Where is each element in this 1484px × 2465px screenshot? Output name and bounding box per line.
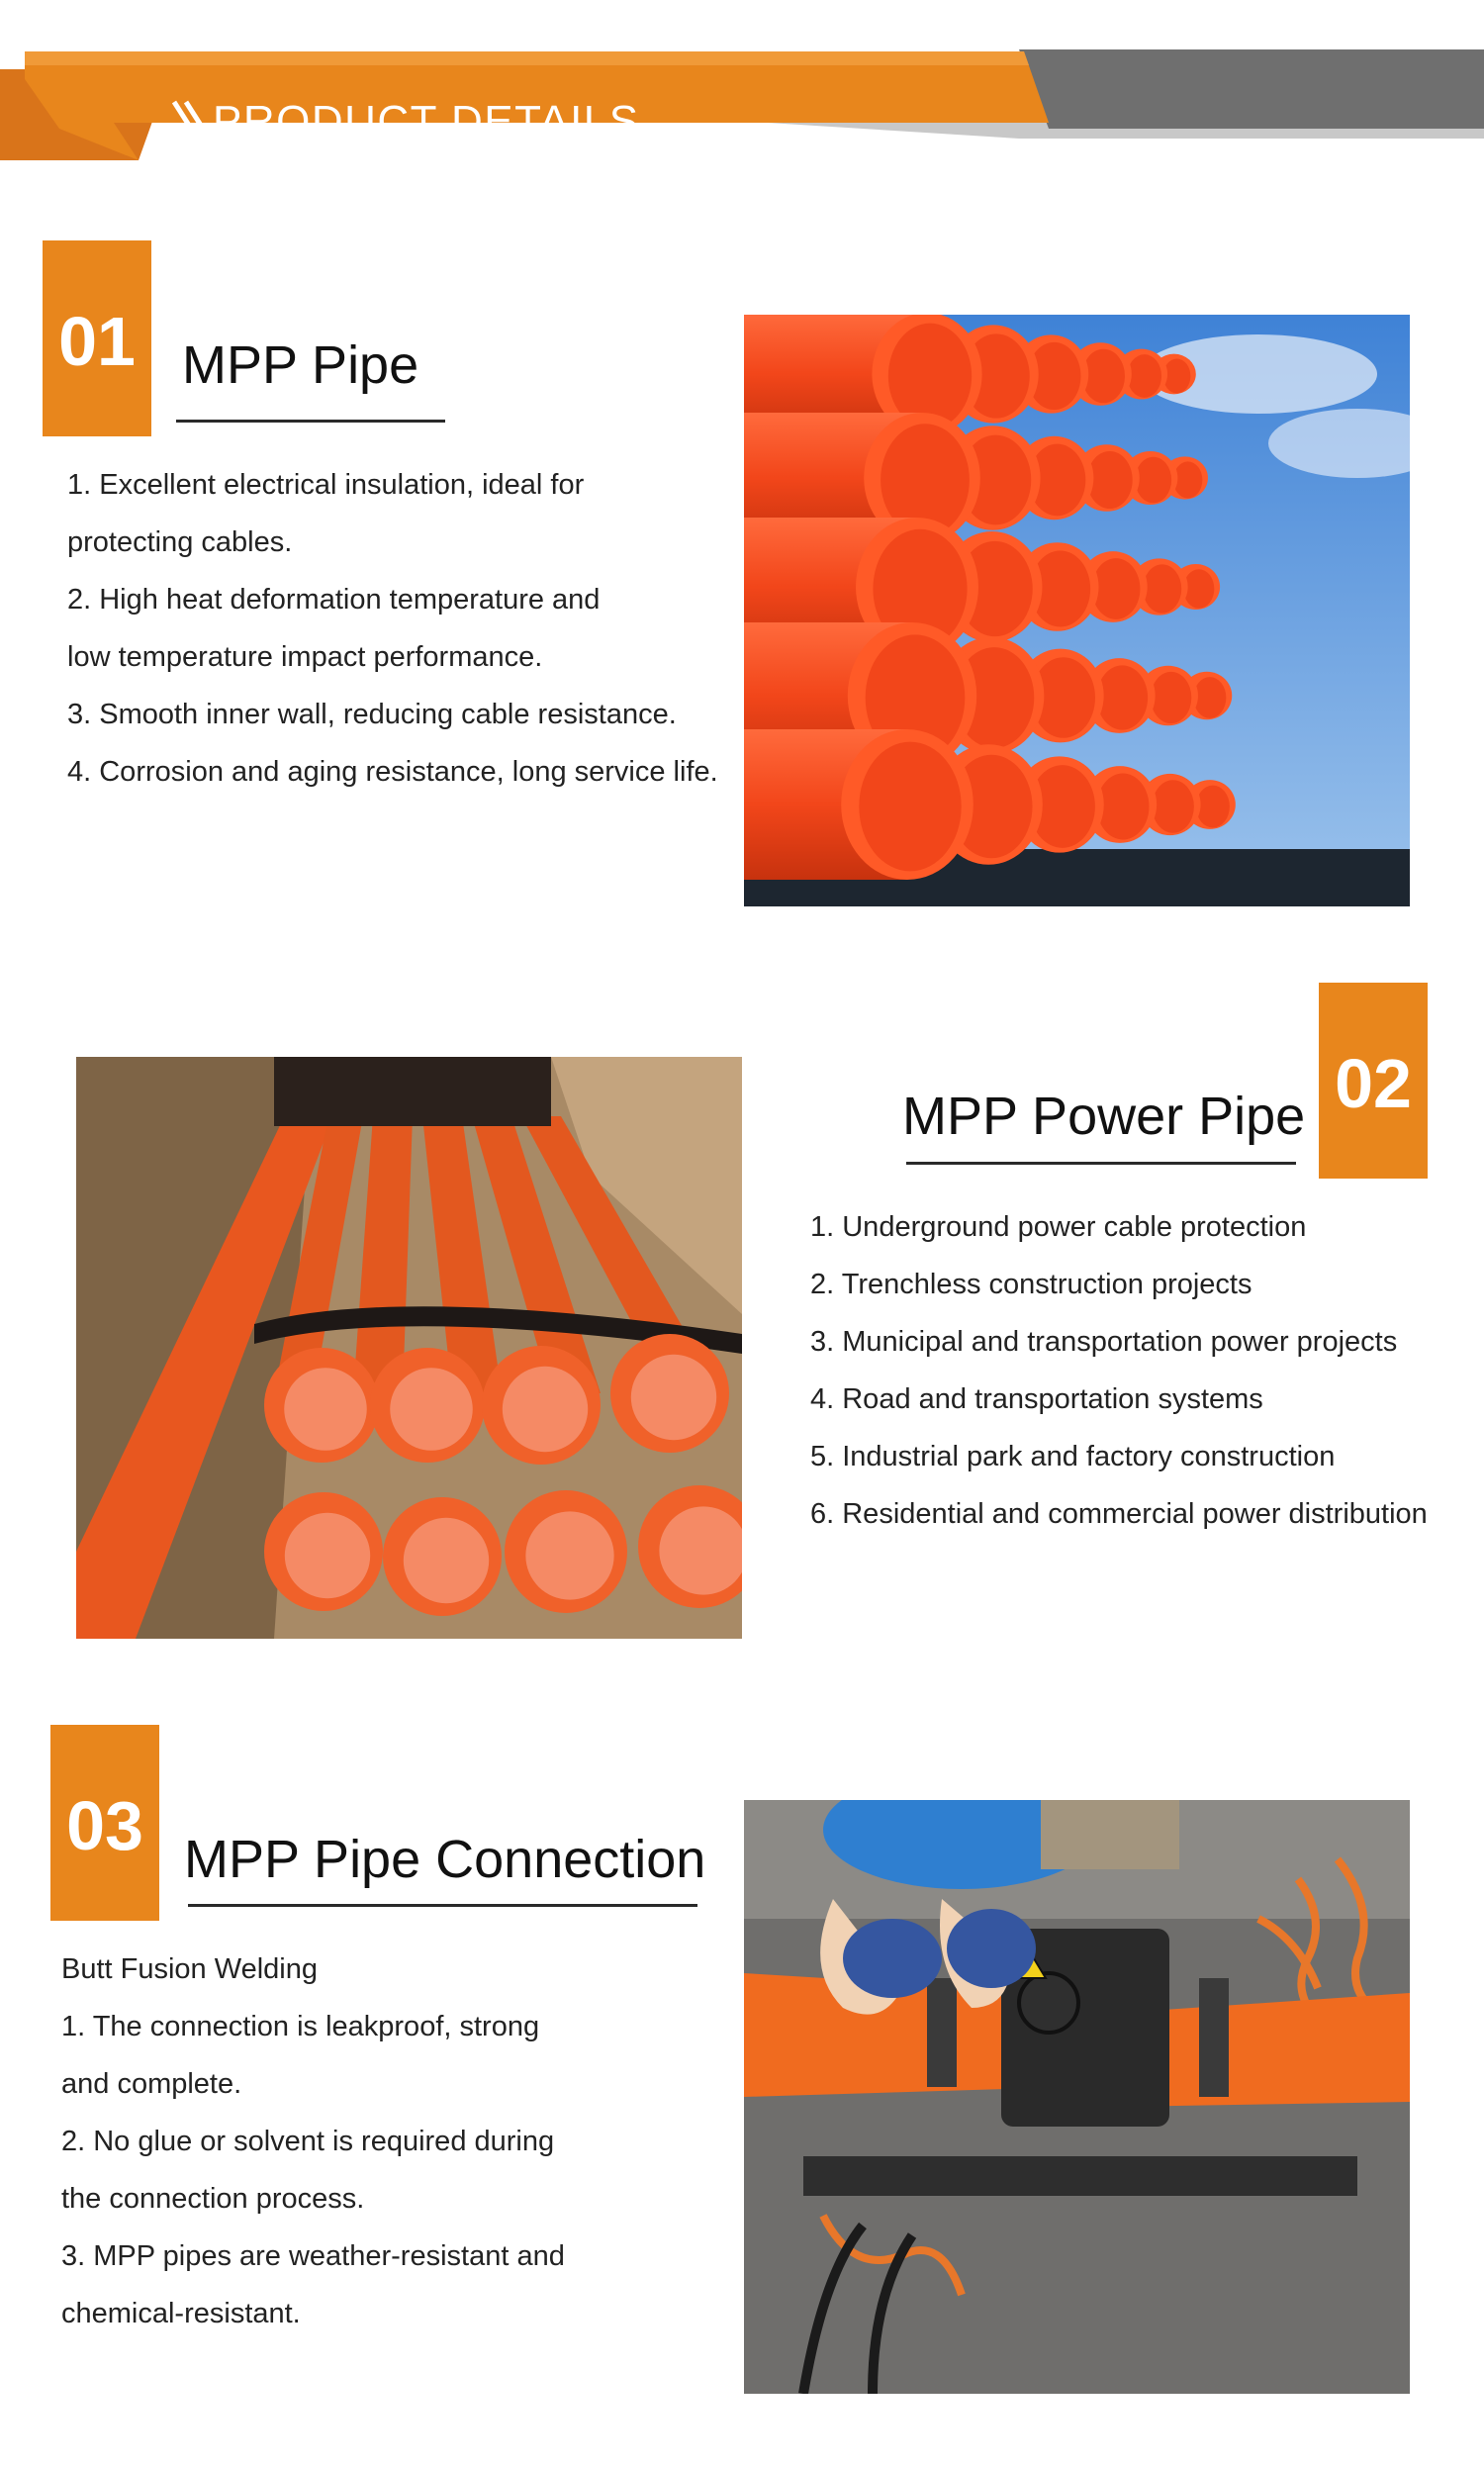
- title-underline: [188, 1904, 697, 1907]
- pipe-bore: [1097, 665, 1149, 729]
- text-line: 4. Corrosion and aging resistance, long service life.: [67, 756, 718, 788]
- text-line: 3. Smooth inner wall, reducing cable resistance.: [67, 699, 677, 730]
- pipe-bore: [1151, 672, 1191, 723]
- section-number-badge-02: 02: [1319, 983, 1428, 1179]
- banner-title: PRODUCT DETAILS: [213, 97, 640, 145]
- text-line: low temperature impact performance.: [67, 641, 543, 673]
- pipe-bore: [1087, 451, 1133, 509]
- section-01-text: [67, 456, 718, 801]
- pipe-bore: [1183, 569, 1214, 608]
- pipe-bore: [1193, 677, 1226, 718]
- text-line: 1. Underground power cable protection: [810, 1211, 1307, 1243]
- text-line: the connection process.: [61, 2183, 365, 2215]
- pipe-bore: [390, 1368, 473, 1451]
- text-line: and complete.: [61, 2068, 242, 2100]
- pipe-bore: [404, 1518, 489, 1603]
- text-line: 5. Industrial park and factory construction: [810, 1441, 1336, 1472]
- pipe-bore: [1173, 461, 1202, 498]
- pipe-bore: [1196, 786, 1230, 828]
- pipe-bore: [525, 1511, 613, 1599]
- section-title-mpp-power-pipe: MPP Power Pipe: [902, 1087, 1306, 1146]
- section-title-mpp-pipe-connection: MPP Pipe Connection: [184, 1830, 706, 1889]
- text-line: protecting cables.: [67, 526, 293, 558]
- text-line: 2. High heat deformation temperature and: [67, 584, 601, 616]
- section-02-text: [810, 1198, 1428, 1543]
- text-line: chemical-resistant.: [61, 2298, 301, 2329]
- text-line: 3. MPP pipes are weather-resistant and: [61, 2240, 565, 2272]
- pipe-bore: [1135, 457, 1171, 503]
- chevron-right-icon: [170, 99, 204, 148]
- section-number-badge-03: 03: [50, 1725, 159, 1921]
- pipe-bore: [631, 1355, 716, 1440]
- pipe-bore: [1153, 780, 1194, 833]
- text-line: 3. Municipal and transportation power projects: [810, 1326, 1398, 1358]
- section-number-badge-01: 01: [43, 240, 151, 436]
- photo-pipes-in-trench: [76, 1057, 742, 1639]
- pipe-bore: [1082, 349, 1125, 404]
- pipe-bore: [284, 1368, 367, 1451]
- pipe-bore: [1097, 774, 1150, 840]
- text-line: 1. Excellent electrical insulation, ideal for: [67, 469, 585, 501]
- text-line: 2. No glue or solvent is required during: [61, 2126, 555, 2157]
- section-03-text: [61, 1941, 565, 2342]
- pipe-bore: [285, 1513, 370, 1598]
- text-line: 6. Residential and commercial power distribution: [810, 1498, 1428, 1530]
- title-underline: [906, 1162, 1296, 1165]
- text-line: 1. The connection is leakproof, strong: [61, 2011, 540, 2042]
- text-line: Butt Fusion Welding: [61, 1953, 318, 1985]
- title-underline: [176, 420, 445, 423]
- pipe-bore: [1092, 558, 1141, 619]
- header-banner: [0, 40, 1484, 168]
- text-line: 2. Trenchless construction projects: [810, 1269, 1252, 1300]
- photo-butt-fusion-welding: [744, 1800, 1410, 2394]
- section-title-mpp-pipe: MPP Pipe: [182, 335, 419, 395]
- pipe-bore: [1127, 354, 1161, 398]
- pipe-bore: [503, 1367, 588, 1452]
- text-line: 4. Road and transportation systems: [810, 1383, 1263, 1415]
- pipe-bore: [1143, 564, 1181, 613]
- pipe-bore: [859, 742, 961, 872]
- photo-stacked-orange-pipes: [744, 315, 1410, 906]
